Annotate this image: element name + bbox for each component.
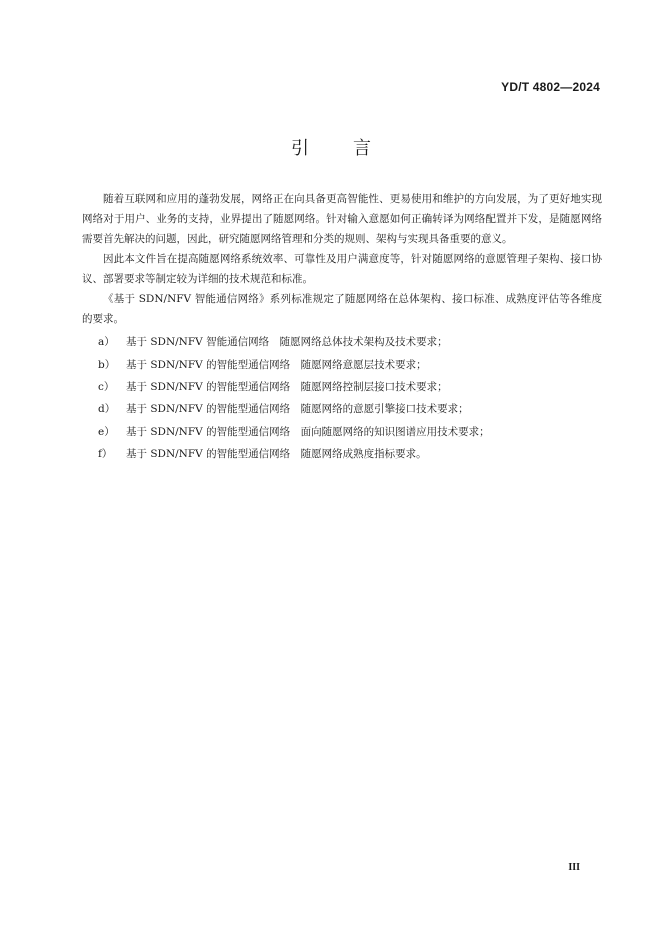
standard-code: YD/T 4802—2024 [501,80,600,94]
list-item-text: 基于 SDN/NFV 的智能型通信网络 随愿网络的意愿引擎接口技术要求； [126,403,469,416]
list-item [82,421,602,443]
standards-list [82,331,602,465]
list-item [82,331,602,353]
list-marker: f） [98,448,113,461]
list-marker: b） [98,358,116,371]
list-item-text: 基于 SDN/NFV 的智能型通信网络 面向随愿网络的知识图谱应用技术要求； [126,425,490,438]
paragraph-background: 随着互联网和应用的蓬勃发展，网络正在向具备更高智能性、更易使用和维护的方向发展，为了更好地实现网络对于用户、业务的支持，业界提出了随愿网络。针对输入意愿如何正确转译为网络配置并下发，是随愿网络需要首先解决的问题，因此，研究随愿网络管理和分类的规则、架构与实现具备重要的意义。 [82,193,602,245]
section-title: 引言 [291,138,415,159]
list-marker: d） [98,403,116,416]
list-item-text: 基于 SDN/NFV 的智能型通信网络 随愿网络控制层接口技术要求； [126,380,448,393]
list-marker: c） [98,380,115,393]
list-item [82,353,602,375]
list-marker: a） [98,336,115,349]
paragraph-purpose: 因此本文件旨在提高随愿网络系统效率、可靠性及用户满意度等，针对随愿网络的意愿管理子架构、接口协议、部署要求等制定较为详细的技术规范和标准。 [82,253,602,285]
paragraph-series: 《基于 SDN/NFV 智能通信网络》系列标准规定了随愿网络在总体架构、接口标准、成熟度评估等各维度的要求。 [82,293,602,325]
list-item [82,398,602,420]
list-item-text: 基于 SDN/NFV 的智能型通信网络 随愿网络意愿层技术要求； [126,358,427,371]
list-item-text: 基于 SDN/NFV 的智能型通信网络 随愿网络成熟度指标要求。 [126,448,427,461]
list-item [82,443,602,465]
list-marker: e） [98,425,115,438]
introduction-body [82,189,602,465]
list-item-text: 基于 SDN/NFV 智能通信网络 随愿网络总体技术架构及技术要求； [126,336,448,349]
page-number: III [568,862,580,873]
list-item [82,376,602,398]
